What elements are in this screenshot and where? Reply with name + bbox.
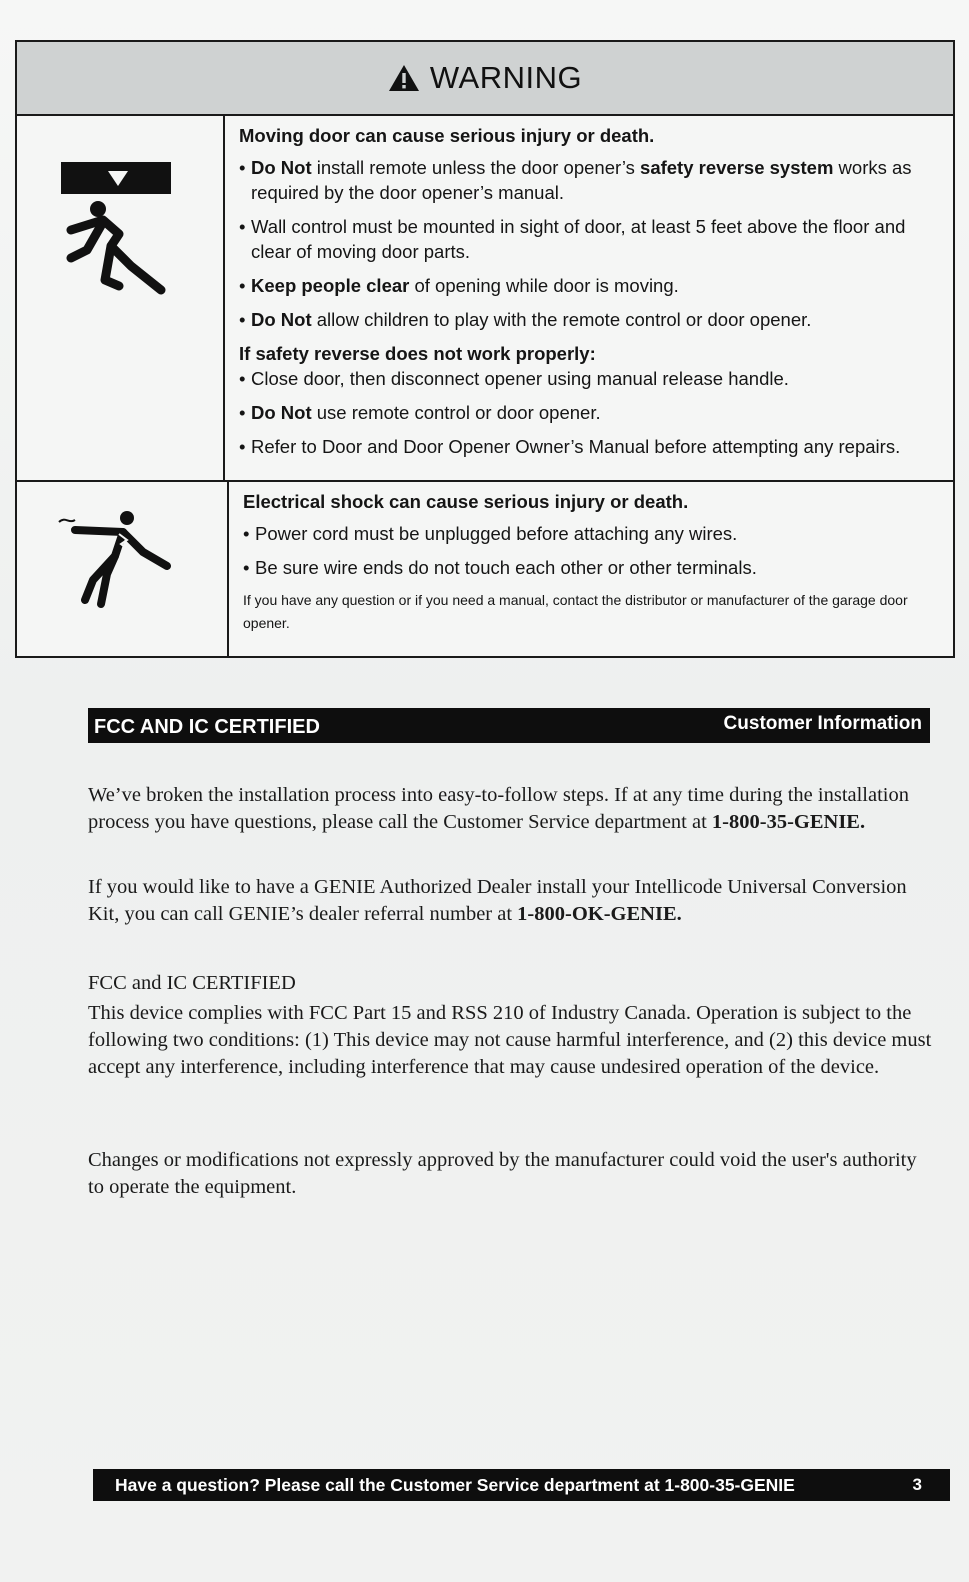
bullet-text: use remote control or door opener. <box>311 402 601 423</box>
warning-header <box>17 42 953 116</box>
punctuation: . <box>676 903 682 925</box>
shock-hazard-cell <box>17 482 229 658</box>
electrical-shock-text <box>229 482 953 658</box>
bullet-text: of opening while door is moving. <box>409 275 679 296</box>
modifications-paragraph: Changes or modifications not expressly approved by the manufacturer could void the user's authority to operate the equipment. <box>88 1149 917 1198</box>
paragraph-text: If you would like to have a GENIE Authorized Dealer install your Intellicode Universal Conversion Kit, you can call GENIE’s dealer referral number at <box>88 876 907 925</box>
footer-bar <box>93 1469 950 1501</box>
safety-reverse-subheading: If safety reverse does not work properly: <box>239 343 596 364</box>
moving-door-section <box>17 116 953 482</box>
customer-info-label: Customer Information <box>723 713 922 734</box>
fcc-banner <box>88 708 930 743</box>
manual-contact-note: If you have any question or if you need a manual, contact the distributor or manufacturer of the garage door opener. <box>243 592 908 631</box>
footer-help-text: Have a question? Please call the Customer Service department at 1-800-35-GENIE <box>115 1474 795 1495</box>
dealer-referral-phone: 1-800-OK-GENIE <box>517 903 677 925</box>
bullet-keep-clear <box>239 273 939 298</box>
dealer-paragraph <box>88 874 933 928</box>
bullet-text: Power cord must be unplugged before attaching any wires. <box>255 523 738 544</box>
bullet-text: install remote unless the door opener’s <box>311 157 641 178</box>
page-number: 3 <box>912 1475 922 1494</box>
warning-box <box>15 40 955 658</box>
bullet-text: Wall control must be mounted in sight of door, at least 5 feet above the floor and clear of moving door parts. <box>251 216 906 262</box>
punctuation: . <box>859 811 866 833</box>
fcc-banner-title: FCC AND IC CERTIFIED <box>94 716 320 738</box>
bullet-text: Be sure wire ends do not touch each other or other terminals. <box>255 557 757 578</box>
bullet-wire-ends <box>243 555 939 580</box>
bullet-children <box>239 307 939 332</box>
bold-phrase: Do Not <box>251 309 312 330</box>
fcc-heading: FCC and IC CERTIFIED <box>88 972 296 994</box>
installation-paragraph <box>88 782 933 836</box>
fcc-compliance-paragraph: This device complies with FCC Part 15 and RSS 210 of Industry Canada. Operation is subject to the following two conditions: (1) This device may not cause harmful interference, and (2) this device must accept any interference, including interference that may cause undesired operation of the device. <box>88 1002 932 1078</box>
bullet-text: works as required by the door opener’s manual. <box>251 157 912 203</box>
bold-phrase: Do Not <box>251 157 312 178</box>
bullet-power-cord <box>243 521 939 546</box>
bullet-wall-control <box>239 214 939 264</box>
bullet-do-not-use <box>239 400 939 425</box>
warning-title <box>388 60 582 96</box>
bullet-refer-manual <box>239 434 939 459</box>
alert-triangle-icon <box>388 64 420 92</box>
moving-door-text <box>225 116 953 480</box>
bold-phrase: safety reverse system <box>640 157 834 178</box>
bullet-text: allow children to play with the remote control or door opener. <box>311 309 812 330</box>
electrical-shock-heading: Electrical shock can cause serious injury or death. <box>243 491 689 512</box>
bullet-text: Close door, then disconnect opener using manual release handle. <box>251 368 789 389</box>
bullet-text: Refer to Door and Door Opener Owner’s Manual before attempting any repairs. <box>251 436 901 457</box>
moving-door-heading: Moving door can cause serious injury or death. <box>239 125 655 146</box>
electric-shock-icon <box>57 510 177 614</box>
falling-door-crush-icon <box>61 162 173 298</box>
bold-phrase: Keep people clear <box>251 275 410 296</box>
customer-service-phone: 1-800-35-GENIE <box>711 811 860 833</box>
crush-hazard-cell <box>17 116 225 480</box>
bullet-close-door <box>239 366 939 391</box>
bold-phrase: Do Not <box>251 402 312 423</box>
electrical-shock-section <box>17 482 953 658</box>
warning-title-text: WARNING <box>429 60 583 95</box>
paragraph-text: We’ve broken the installation process into easy-to-follow steps. If at any time during the installation process you have questions, please call the Customer Service department at <box>88 784 909 833</box>
bullet-safety-reverse <box>239 155 939 205</box>
